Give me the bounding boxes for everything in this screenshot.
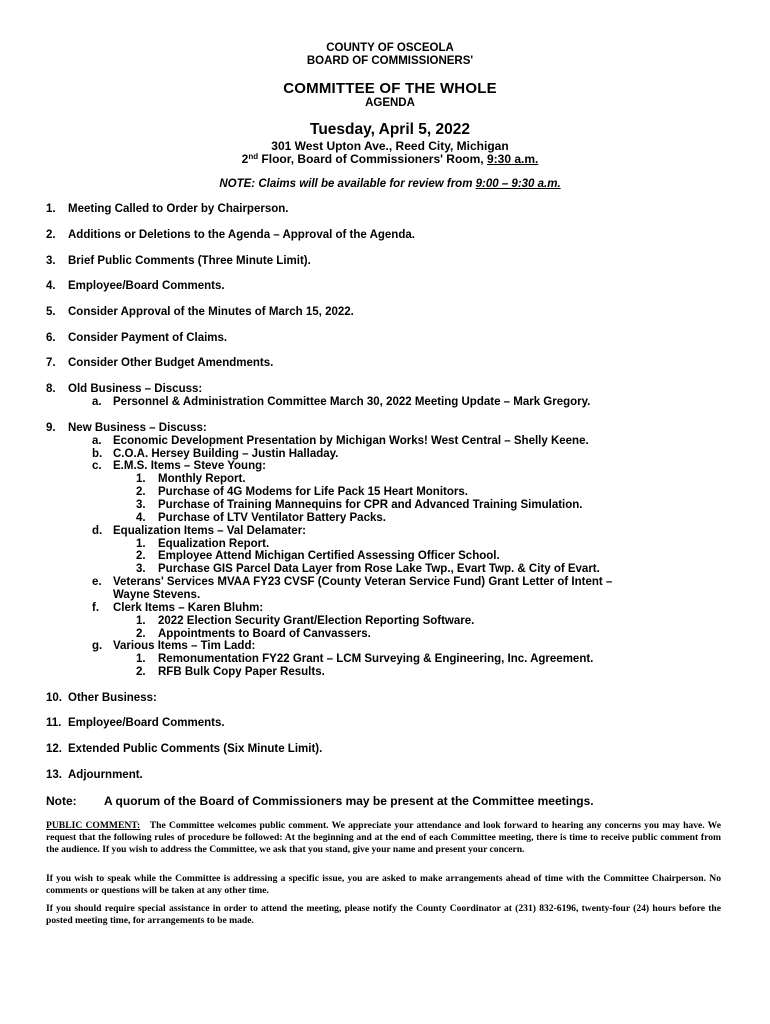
- agenda-subsubitem-text: Purchase of Training Mannequins for CPR and Advanced Training Simulation.: [158, 499, 583, 511]
- floor-text: Floor, Board of Commissioners' Room,: [258, 152, 487, 166]
- agenda-item-text: Brief Public Comments (Three Minute Limit).: [68, 255, 311, 267]
- meeting-date: Tuesday, April 5, 2022: [310, 121, 470, 138]
- agenda-subsubitem-text: Employee Attend Michigan Certified Assessing Officer School.: [158, 550, 500, 562]
- agenda-subsubitem-text: Monthly Report.: [158, 473, 246, 485]
- agenda-item-text: Consider Other Budget Amendments.: [68, 357, 274, 369]
- quorum-note-label: Note:: [46, 794, 77, 808]
- claims-note-time: 9:00 – 9:30 a.m.: [475, 178, 561, 190]
- agenda-subitem-letter: b.: [92, 448, 103, 460]
- agenda-subitem-text: Various Items – Tim Ladd:: [113, 640, 256, 652]
- agenda-item-text: Extended Public Comments (Six Minute Limit).: [68, 743, 323, 755]
- agenda-subsubitem-number: 3.: [136, 499, 146, 511]
- public-comment-paragraph: [46, 820, 721, 856]
- agenda-item-number: 1.: [46, 203, 56, 215]
- agenda-subsubitem-text: 2022 Election Security Grant/Election Reporting Software.: [158, 615, 475, 627]
- agenda-item-text: Consider Payment of Claims.: [68, 332, 228, 344]
- agenda-subsubitem-number: 2.: [136, 628, 146, 640]
- agenda-subitem-text: E.M.S. Items – Steve Young:: [113, 460, 266, 472]
- agenda-item-text: Adjournment.: [68, 769, 143, 781]
- board-name: BOARD OF COMMISSIONERS': [306, 55, 474, 67]
- agenda-subsubitem-text: Purchase GIS Parcel Data Layer from Rose Lake Twp., Evart Twp. & City of Evart.: [158, 563, 600, 575]
- agenda-subsubitem-text: RFB Bulk Copy Paper Results.: [158, 666, 325, 678]
- meeting-time: 9:30 a.m.: [486, 152, 539, 166]
- agenda-item-number: 9.: [46, 422, 56, 434]
- public-comment-label: PUBLIC COMMENT:: [46, 820, 141, 831]
- agenda-subitem-text: Wayne Stevens.: [113, 589, 201, 601]
- agenda-item-number: 12.: [46, 743, 62, 755]
- agenda-item-number: 13.: [46, 769, 62, 781]
- agenda-subitem-letter: g.: [92, 640, 103, 652]
- agenda-subsubitem-number: 1.: [136, 653, 146, 665]
- agenda-subsubitem-number: 1.: [136, 538, 146, 550]
- claims-note-text: NOTE: Claims will be available for review from: [219, 178, 476, 190]
- agenda-item-text: Meeting Called to Order by Chairperson.: [68, 203, 289, 215]
- meeting-address: 301 West Upton Ave., Reed City, Michigan: [271, 139, 509, 153]
- agenda-subitem-text: Veterans' Services MVAA FY23 CVSF (County Veteran Service Fund) Grant Letter of Intent –: [113, 576, 613, 588]
- agenda-subitem-letter: d.: [92, 525, 103, 537]
- agenda-item-number: 2.: [46, 229, 56, 241]
- agenda-subsubitem-number: 4.: [136, 512, 146, 524]
- document-subtitle: AGENDA: [365, 97, 415, 109]
- agenda-item-number: 10.: [46, 692, 62, 704]
- agenda-item-text: New Business – Discuss:: [68, 422, 207, 434]
- agenda-item-text: Old Business – Discuss:: [68, 383, 203, 395]
- quorum-note-text: A quorum of the Board of Commissioners may be present at the Committee meetings.: [104, 794, 594, 808]
- agenda-subsubitem-text: Purchase of LTV Ventilator Battery Packs.: [158, 512, 386, 524]
- agenda-subsubitem-number: 2.: [136, 666, 146, 678]
- agenda-subsubitem-text: Equalization Report.: [158, 538, 270, 550]
- agenda-item-number: 7.: [46, 357, 56, 369]
- agenda-subsubitem-number: 1.: [136, 473, 146, 485]
- claims-note: [0, 178, 770, 190]
- document-title: COMMITTEE OF THE WHOLE: [283, 80, 497, 97]
- agenda-subitem-text: Economic Development Presentation by Michigan Works! West Central – Shelly Keene.: [113, 435, 589, 447]
- agenda-subsubitem-number: 2.: [136, 550, 146, 562]
- speak-arrangements-paragraph: If you wish to speak while the Committee is addressing a specific issue, you are asked to make arrangements ahead of time with the Committee Chairperson. No comments or questions will be taken at any other time.: [46, 873, 721, 896]
- county-name: COUNTY OF OSCEOLA: [326, 42, 454, 54]
- agenda-subitem-text: Equalization Items – Val Delamater:: [113, 525, 307, 537]
- agenda-subitem-text: Personnel & Administration Committee March 30, 2022 Meeting Update – Mark Gregory.: [113, 396, 591, 408]
- agenda-item-text: Consider Approval of the Minutes of March 15, 2022.: [68, 306, 354, 318]
- agenda-subsubitem-text: Purchase of 4G Modems for Life Pack 15 Heart Monitors.: [158, 486, 468, 498]
- agenda-item-text: Employee/Board Comments.: [68, 280, 225, 292]
- agenda-item-number: 6.: [46, 332, 56, 344]
- agenda-subitem-letter: e.: [92, 576, 102, 588]
- agenda-item-number: 11.: [46, 717, 62, 729]
- agenda-subitem-text: Clerk Items – Karen Bluhm:: [113, 602, 264, 614]
- agenda-subsubitem-text: Appointments to Board of Canvassers.: [158, 628, 371, 640]
- public-comment-text: The Committee welcomes public comment. We appreciate your attendance and look forward to hearing any concerns you may have. We request that the following rules of procedure be followed: At the beginning and at the end of each Committee meeting, there is time to receive public comment from the audience. If you wish to address the Committee, we ask that you stand, give your name and present your concern.: [46, 820, 722, 855]
- agenda-item-number: 3.: [46, 255, 56, 267]
- agenda-item-text: Employee/Board Comments.: [68, 717, 225, 729]
- agenda-subitem-letter: f.: [92, 602, 100, 614]
- agenda-item-text: Additions or Deletions to the Agenda – Approval of the Agenda.: [68, 229, 415, 241]
- agenda-item-number: 4.: [46, 280, 56, 292]
- agenda-subitem-letter: a.: [92, 396, 102, 408]
- floor-number: 2: [241, 152, 249, 166]
- special-assistance-paragraph: If you should require special assistance in order to attend the meeting, please notify the County Coordinator at (231) 832-6196, twenty-four (24) hours before the posted meeting time, for arrangements to be made.: [46, 903, 721, 926]
- agenda-subsubitem-number: 2.: [136, 486, 146, 498]
- agenda-subsubitem-number: 1.: [136, 615, 146, 627]
- agenda-subsubitem-text: Remonumentation FY22 Grant – LCM Surveying & Engineering, Inc. Agreement.: [158, 653, 594, 665]
- agenda-subitem-letter: a.: [92, 435, 102, 447]
- agenda-subitem-text: C.O.A. Hersey Building – Justin Halladay.: [113, 448, 339, 460]
- agenda-subsubitem-number: 3.: [136, 563, 146, 575]
- agenda-item-number: 5.: [46, 306, 56, 318]
- agenda-subitem-letter: c.: [92, 460, 102, 472]
- floor-suffix: nd: [248, 152, 259, 161]
- agenda-item-text: Other Business:: [68, 692, 157, 704]
- meeting-location: [0, 152, 770, 166]
- agenda-item-number: 8.: [46, 383, 56, 395]
